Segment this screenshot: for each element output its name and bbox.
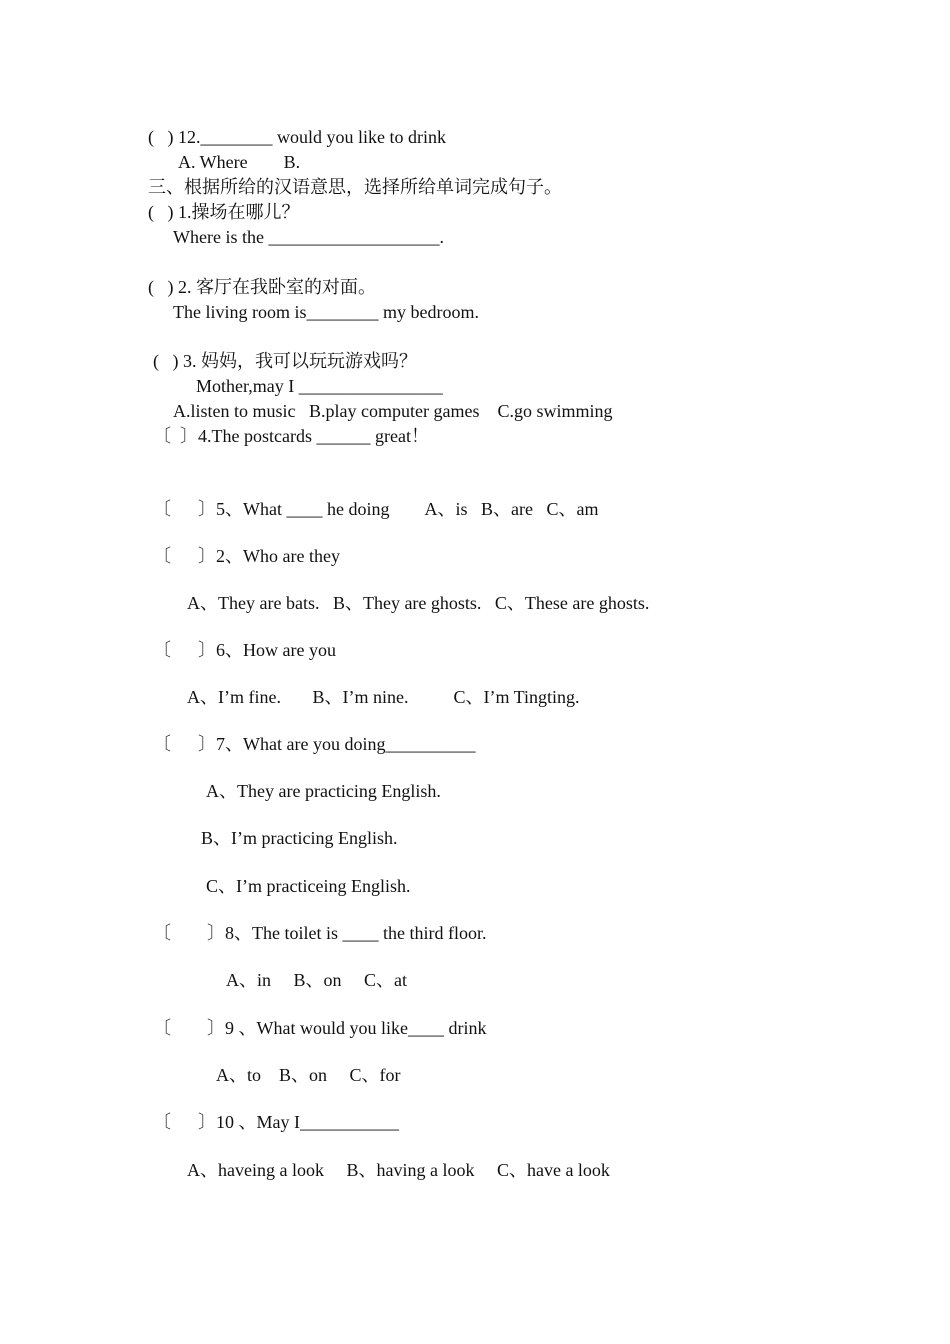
question-12: ( ) 12.________ would you like to drink — [148, 127, 446, 147]
question-3-sentence: Mother,may I ________________ — [196, 376, 443, 396]
question-7-option-a: A、They are practicing English. — [206, 781, 441, 801]
question-6: 〔 〕6、How are you — [153, 640, 336, 660]
question-10-options: A、haveing a look B、having a look C、have a look — [187, 1160, 610, 1180]
question-9-options: A、to B、on C、for — [216, 1065, 401, 1085]
question-3-prompt: ( ) 3. 妈妈，我可以玩玩游戏吗？ — [153, 351, 417, 371]
question-7-option-b: B、I’m practicing English. — [201, 828, 398, 848]
question-3-options: A.listen to music B.play computer games C.go swimming — [173, 401, 613, 421]
question-2-prompt: ( ) 2. 客厅在我卧室的对面。 — [148, 277, 376, 297]
question-12-options: A. Where B. — [178, 152, 301, 172]
question-1-sentence: Where is the ___________________. — [173, 227, 444, 247]
question-4: 〔 〕4.The postcards ______ great！ — [153, 426, 429, 446]
question-9: 〔 〕9 、What would you like____ drink — [153, 1018, 487, 1038]
question-8: 〔 〕8、The toilet is ____ the third floor. — [153, 923, 487, 943]
question-1-prompt: ( ) 1.操场在哪儿？ — [148, 202, 300, 222]
question-10: 〔 〕10 、May I___________ — [153, 1112, 399, 1132]
question-2b: 〔 〕2、Who are they — [153, 546, 340, 566]
section-heading: 三、根据所给的汉语意思，选择所给单词完成句子。 — [148, 177, 562, 197]
question-7: 〔 〕7、What are you doing__________ — [153, 734, 476, 754]
question-6-options: A、I’m fine. B、I’m nine. C、I’m Tingting. — [187, 687, 580, 707]
question-2b-options: A、They are bats. B、They are ghosts. C、These are ghosts. — [187, 593, 650, 613]
question-7-option-c: C、I’m practiceing English. — [206, 876, 411, 896]
question-2-sentence: The living room is________ my bedroom. — [173, 302, 479, 322]
question-5: 〔 〕5、What ____ he doing A、is B、are C、am — [153, 499, 599, 519]
question-8-options: A、in B、on C、at — [226, 970, 408, 990]
